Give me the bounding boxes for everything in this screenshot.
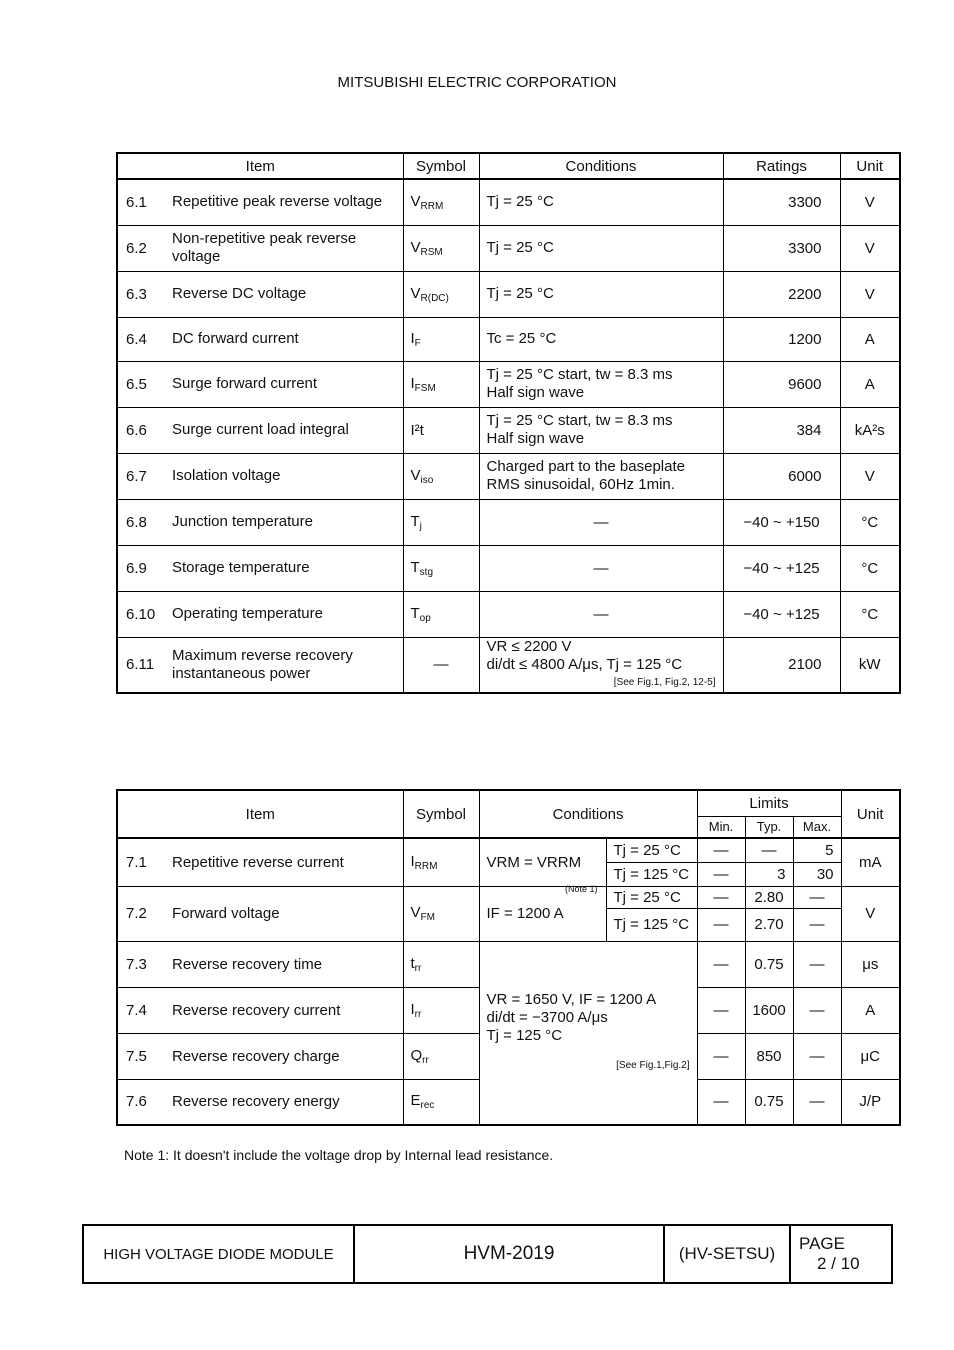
characteristics-header-row — [117, 790, 900, 816]
min-value: — — [697, 941, 745, 987]
min-value: — — [697, 1033, 745, 1079]
table-row — [117, 361, 900, 407]
symbol: T — [410, 604, 420, 622]
condition-line: Tj = 25 °C start, tw = 8.3 ms — [486, 366, 673, 383]
symbol: t — [410, 954, 415, 972]
page-cell — [790, 1225, 892, 1283]
item-cell — [117, 317, 403, 361]
rating-value: 2200 — [723, 271, 840, 317]
ratings-header-row — [117, 153, 900, 179]
characteristics-table — [116, 789, 901, 1126]
item-label: Surge current load integral — [172, 421, 349, 438]
unit-cell: V — [840, 179, 900, 225]
symbol: I — [410, 1000, 415, 1018]
footer — [82, 1224, 893, 1284]
symbol-cell — [403, 179, 479, 225]
condition-cell — [479, 317, 723, 361]
rating-value: 6000 — [723, 453, 840, 499]
item-cell — [117, 499, 403, 545]
symbol-subscript: RRM — [414, 860, 438, 872]
max-value: — — [793, 987, 841, 1033]
item-number: 6.3 — [126, 285, 147, 303]
table-row — [117, 179, 900, 225]
symbol-subscript: FSM — [414, 382, 436, 394]
table-row — [117, 838, 900, 862]
condition-text: IF = 1200 A — [486, 905, 564, 922]
company-header: MITSUBISHI ELECTRIC CORPORATION — [337, 74, 617, 91]
condition-cell — [479, 361, 723, 407]
condition-temp: Tj = 125 °C — [606, 862, 697, 886]
unit-cell: kA²s — [840, 407, 900, 453]
table-row — [117, 591, 900, 637]
min-value: — — [697, 1079, 745, 1125]
item-cell — [117, 591, 403, 637]
table-row — [117, 453, 900, 499]
item-cell — [117, 361, 403, 407]
symbol-subscript: rr — [414, 962, 422, 974]
condition-temp: Tj = 25 °C — [606, 838, 697, 862]
recovery-condition-cell — [479, 941, 697, 1125]
unit-cell: μC — [841, 1033, 900, 1079]
unit-cell: A — [841, 987, 900, 1033]
symbol-subscript: RRM — [420, 200, 444, 212]
item-cell — [117, 545, 403, 591]
table-row — [117, 941, 900, 987]
header-ratings: Ratings — [723, 153, 840, 179]
symbol-cell — [403, 1033, 479, 1079]
symbol-subscript: FM — [420, 912, 435, 923]
unit-cell: μs — [841, 941, 900, 987]
symbol-cell — [403, 987, 479, 1033]
item-number: 6.10 — [126, 605, 156, 623]
max-value: — — [793, 1033, 841, 1079]
header-unit: Unit — [841, 790, 900, 838]
condition-cell — [479, 637, 723, 693]
item-number: 6.7 — [126, 467, 147, 485]
symbol-subscript: rr — [422, 1054, 429, 1066]
item-label: Isolation voltage — [172, 467, 281, 484]
condition-cell — [479, 453, 723, 499]
table-row — [117, 407, 900, 453]
condition-line-2: RMS sinusoidal, 60Hz 1min. — [486, 476, 675, 493]
item-number: 6.11 — [126, 656, 155, 674]
ratings-table — [116, 152, 901, 694]
symbol: I²t — [410, 421, 424, 439]
symbol-subscript: RSM — [420, 246, 443, 258]
symbol-cell — [403, 225, 479, 271]
symbol-cell — [403, 499, 479, 545]
item-label: Surge forward current — [172, 375, 318, 392]
rating-value: 3300 — [723, 225, 840, 271]
condition-line: — — [593, 605, 609, 623]
unit-cell: V — [840, 271, 900, 317]
model-number: HVM-2019 — [354, 1225, 664, 1283]
table-row — [117, 225, 900, 271]
item-number: 6.8 — [126, 513, 147, 531]
condition-line: Tj = 25 °C — [486, 285, 554, 302]
unit-cell: V — [840, 453, 900, 499]
symbol-cell — [403, 361, 479, 407]
document-code: (HV-SETSU) — [664, 1225, 790, 1283]
typ-value: 0.75 — [745, 1079, 793, 1125]
symbol-subscript: F — [414, 337, 421, 349]
table-row — [117, 545, 900, 591]
item-label: Maximum reverse recovery instantaneous power — [172, 646, 353, 682]
condition-line: Charged part to the baseplate — [486, 458, 685, 475]
header-conditions: Conditions — [479, 153, 723, 179]
page-label: PAGE — [799, 1234, 845, 1253]
item-number: 7.4 — [126, 1001, 147, 1019]
item-cell — [117, 1079, 403, 1125]
item-cell — [117, 886, 403, 941]
condition-cell — [479, 271, 723, 317]
item-number: 6.9 — [126, 559, 147, 577]
rating-value: 1200 — [723, 317, 840, 361]
item-number: 7.2 — [126, 905, 147, 922]
symbol-subscript: R(DC) — [420, 292, 449, 304]
unit-cell: J/P — [841, 1079, 900, 1125]
typ-value: — — [745, 838, 793, 862]
page-number: 2 / 10 — [817, 1254, 860, 1273]
symbol-cell — [403, 407, 479, 453]
condition-cell — [479, 591, 723, 637]
item-cell — [117, 941, 403, 987]
item-number: 7.6 — [126, 1093, 147, 1111]
condition-temp: Tj = 125 °C — [606, 908, 697, 941]
item-label: Reverse recovery time — [172, 955, 323, 973]
item-cell — [117, 225, 403, 271]
condition-cell — [479, 179, 723, 225]
header-conditions: Conditions — [479, 790, 697, 838]
condition-line-2: di/dt = −3700 A/μs — [486, 1008, 608, 1026]
item-label: DC forward current — [172, 330, 299, 347]
table-row — [117, 499, 900, 545]
symbol-cell — [403, 271, 479, 317]
rating-value: −40 ~ +150 — [723, 499, 840, 545]
item-label: Reverse recovery energy — [172, 1093, 340, 1111]
unit-cell: °C — [840, 545, 900, 591]
table-row — [117, 637, 900, 693]
condition-line: — — [593, 513, 609, 531]
condition-cell — [479, 225, 723, 271]
symbol: V — [410, 192, 421, 210]
condition-line: Tj = 25 °C — [486, 239, 554, 256]
typ-value: 2.70 — [745, 908, 793, 941]
item-label: Reverse DC voltage — [172, 285, 307, 302]
symbol: V — [410, 238, 421, 256]
item-label: Reverse recovery current — [172, 1001, 341, 1019]
item-number: 7.1 — [126, 853, 147, 871]
header-typ: Typ. — [745, 816, 793, 838]
max-value: — — [793, 941, 841, 987]
item-label: Forward voltage — [172, 905, 280, 922]
header-symbol: Symbol — [403, 790, 479, 838]
header-limits: Limits — [697, 790, 841, 816]
item-label: Junction temperature — [172, 513, 313, 530]
symbol: V — [410, 904, 421, 921]
rating-value: −40 ~ +125 — [723, 545, 840, 591]
condition-line: VR = 1650 V, IF = 1200 A — [486, 990, 657, 1008]
table-row — [117, 886, 900, 908]
item-label: Repetitive peak reverse voltage — [172, 193, 383, 211]
header-unit: Unit — [840, 153, 900, 179]
table-row — [117, 271, 900, 317]
header-item: Item — [117, 153, 403, 179]
symbol-cell — [403, 941, 479, 987]
condition-cell: VRM = VRRM — [479, 838, 606, 886]
condition-cell — [479, 883, 606, 941]
item-label: Non-repetitive peak reverse voltage — [172, 230, 357, 265]
symbol: V — [410, 284, 421, 302]
unit-cell: °C — [840, 499, 900, 545]
condition-line: Tj = 25 °C start, tw = 8.3 ms — [486, 412, 673, 429]
symbol-cell — [403, 1079, 479, 1125]
typ-value: 0.75 — [745, 941, 793, 987]
condition-cell — [479, 545, 723, 591]
unit-cell: A — [840, 361, 900, 407]
typ-value: 1600 — [745, 987, 793, 1033]
symbol: T — [410, 512, 420, 530]
item-label: Repetitive reverse current — [172, 853, 344, 871]
symbol-subscript: iso — [420, 474, 434, 486]
unit-cell: °C — [840, 591, 900, 637]
typ-value: 3 — [745, 862, 793, 886]
symbol: I — [410, 852, 415, 870]
item-number: 6.1 — [126, 193, 147, 211]
typ-value: 850 — [745, 1033, 793, 1079]
item-number: 6.6 — [126, 421, 147, 439]
item-number: 7.5 — [126, 1047, 147, 1065]
note-ref: (Note 1) — [564, 883, 598, 894]
unit-cell: A — [840, 317, 900, 361]
min-value: — — [697, 886, 745, 908]
note-1: Note 1: It doesn't include the voltage drop by Internal lead resistance. — [124, 1147, 554, 1163]
max-value: — — [793, 908, 841, 941]
item-number: 6.2 — [126, 239, 147, 257]
condition-cell — [479, 407, 723, 453]
item-cell — [117, 1033, 403, 1079]
max-value: 30 — [793, 862, 841, 886]
item-cell — [117, 179, 403, 225]
header-max: Max. — [793, 816, 841, 838]
product-name: HIGH VOLTAGE DIODE MODULE — [83, 1225, 354, 1283]
symbol: — — [433, 656, 449, 674]
symbol: I — [410, 374, 415, 392]
rating-value: −40 ~ +125 — [723, 591, 840, 637]
condition-line-2: di/dt ≤ 4800 A/μs, Tj = 125 °C — [486, 655, 683, 673]
rating-value: 9600 — [723, 361, 840, 407]
symbol-cell — [403, 886, 479, 941]
condition-line-2: Half sign wave — [486, 384, 585, 401]
symbol-subscript: j — [419, 520, 422, 532]
item-label: Storage temperature — [172, 559, 310, 576]
condition-line: Tj = 25 °C — [486, 193, 554, 211]
item-label: Reverse recovery charge — [172, 1047, 340, 1065]
min-value: — — [697, 862, 745, 886]
max-value: — — [793, 1079, 841, 1125]
symbol-subscript: op — [419, 612, 431, 624]
item-cell — [117, 987, 403, 1033]
unit-cell: kW — [840, 637, 900, 693]
condition-line: VR ≤ 2200 V — [486, 637, 572, 655]
item-cell — [117, 838, 403, 886]
condition-reference: [See Fig.1, Fig.2, 12-5] — [613, 676, 716, 688]
symbol-cell — [403, 637, 479, 693]
min-value: — — [697, 987, 745, 1033]
item-cell — [117, 637, 403, 693]
condition-line-3: Tj = 125 °C — [486, 1026, 563, 1044]
unit-cell: V — [840, 225, 900, 271]
typ-value: 2.80 — [745, 886, 793, 908]
symbol-cell — [403, 591, 479, 637]
item-cell — [117, 407, 403, 453]
symbol: T — [410, 558, 420, 576]
symbol-cell — [403, 317, 479, 361]
symbol: Q — [410, 1046, 423, 1064]
header-symbol: Symbol — [403, 153, 479, 179]
item-number: 6.4 — [126, 330, 147, 348]
item-label: Operating temperature — [172, 605, 323, 622]
symbol-cell — [403, 838, 479, 886]
max-value: — — [793, 886, 841, 908]
table-row — [117, 317, 900, 361]
rating-value: 384 — [723, 407, 840, 453]
symbol-subscript: rec — [420, 1100, 435, 1112]
symbol: E — [410, 1092, 421, 1110]
header-item: Item — [117, 790, 403, 838]
condition-reference: [See Fig.1,Fig.2] — [616, 1059, 690, 1071]
rating-value: 2100 — [723, 637, 840, 693]
item-number: 7.3 — [126, 955, 147, 973]
min-value: — — [697, 908, 745, 941]
item-cell — [117, 271, 403, 317]
rating-value: 3300 — [723, 179, 840, 225]
symbol: V — [410, 466, 421, 484]
header-min: Min. — [697, 816, 745, 838]
unit-cell: mA — [841, 838, 900, 886]
condition-line: — — [593, 559, 609, 577]
condition-line: Tc = 25 °C — [486, 330, 557, 347]
condition-cell — [479, 499, 723, 545]
item-number: 6.5 — [126, 375, 147, 393]
symbol: I — [410, 329, 415, 347]
min-value: — — [697, 838, 745, 862]
symbol-subscript: rr — [414, 1008, 422, 1020]
condition-temp: Tj = 25 °C — [606, 886, 697, 908]
symbol-subscript: stg — [419, 566, 434, 578]
symbol-cell — [403, 545, 479, 591]
symbol-cell — [403, 453, 479, 499]
condition-line-2: Half sign wave — [486, 430, 585, 447]
max-value: 5 — [793, 838, 841, 862]
item-cell — [117, 453, 403, 499]
unit-cell: V — [841, 886, 900, 941]
